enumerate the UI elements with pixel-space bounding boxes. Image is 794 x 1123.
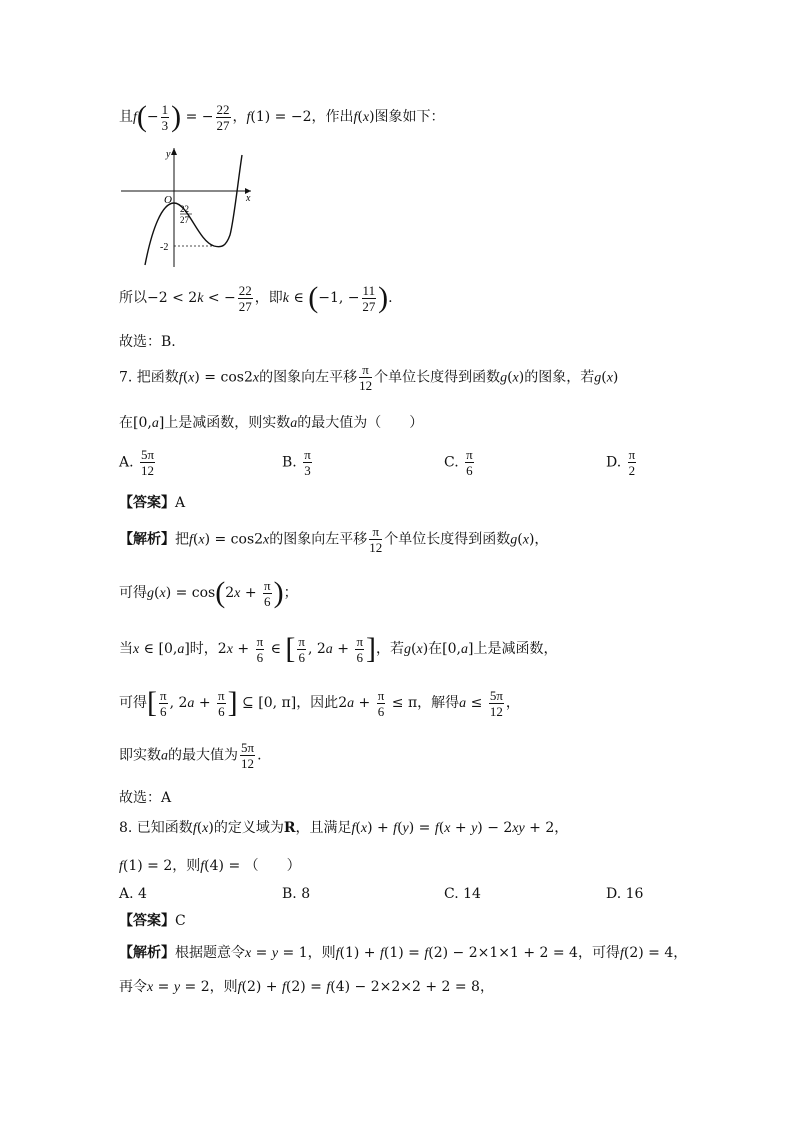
line-range-k: 所以−2 < 2k < − $\frac{22}{27}$ ，即k ∈ (−1, − $\frac{11}{27}$ ). bbox=[119, 281, 393, 314]
q8-stem: 8. 已知函数f(x)的定义域为R，且满足f(x) + f(y) = f(x + y) − 2xy + 2， bbox=[119, 820, 569, 836]
q7-solution-4: 可得[ $\frac{\pi}{6}$ , 2a + $\frac{\pi}{6}$ ] ⊆ [0, π]，因此2a + $\frac{\pi}{6}$ ≤ π，解得a ≤ $\frac{5\pi}{12}$ ， bbox=[119, 686, 520, 719]
q7-option-c[interactable]: C. $\frac{\pi}{6}$ bbox=[444, 447, 473, 478]
q7-answer: 【答案】A bbox=[119, 495, 186, 511]
line-f-values: 且f(− $\frac{1}{3}$ ) = − $\frac{22}{27}$ ，f(1) = −2，作出f(x)图象如下： bbox=[119, 100, 445, 133]
q8-solution-1: 【解析】根据题意令x = y = 1，则f(1) + f(1) = f(2) − 2×1×1 + 2 = 4，可得f(2) = 4， bbox=[119, 945, 688, 961]
q7-solution-2: 可得g(x) = cos(2x + $\frac{\pi}{6}$ )； bbox=[119, 576, 298, 609]
y-axis-label: y bbox=[166, 149, 171, 160]
line-choose-b: 故选：B. bbox=[119, 334, 176, 350]
q8-answer: 【答案】C bbox=[119, 913, 186, 929]
q8-solution-2: 再令x = y = 2，则f(2) + f(2) = f(4) − 2×2×2 + 2 = 8， bbox=[119, 979, 494, 995]
q7-solution-3: 当x ∈ [0,a]时，2x + $\frac{\pi}{6}$ ∈ [ $\frac{\pi}{6}$ , 2a + $\frac{\pi}{6}$ ]，若g(x)在[0,a]上是减函数， bbox=[119, 632, 558, 665]
q8-option-d[interactable]: D. 16 bbox=[606, 886, 644, 902]
x-axis-label: x bbox=[246, 193, 251, 204]
q7-option-b[interactable]: B. $\frac{\pi}{3}$ bbox=[282, 447, 311, 478]
origin-label: O bbox=[164, 194, 172, 206]
tick-label-22: 22 bbox=[180, 204, 189, 214]
q7-stem: 7. 把函数f(x) = cos2x的图象向左平移 $\frac{\pi}{12}$ 个单位长度得到函数g(x)的图象，若g(x) bbox=[119, 362, 619, 393]
tick-label-minus2: -2 bbox=[160, 242, 169, 253]
q8-option-b[interactable]: B. 8 bbox=[282, 886, 311, 902]
q7-option-a[interactable]: A. $\frac{5\pi}{12}$ bbox=[119, 447, 155, 478]
q8-stem-2: f(1) = 2，则f(4) = （ ） bbox=[119, 858, 301, 874]
tick-label-27: 27 bbox=[180, 215, 189, 225]
q8-option-a[interactable]: A. 4 bbox=[119, 886, 147, 902]
function-graph bbox=[118, 145, 258, 270]
q7-solution-5: 即实数a的最大值为 $\frac{5\pi}{12}$ . bbox=[119, 740, 262, 771]
q7-option-d[interactable]: D. $\frac{\pi}{2}$ bbox=[606, 447, 636, 478]
q7-stem-2: 在[0,a]上是减函数，则实数a的最大值为（ ） bbox=[119, 415, 424, 431]
q8-option-c[interactable]: C. 14 bbox=[444, 886, 481, 902]
q7-choose: 故选：A bbox=[119, 790, 172, 806]
q7-solution-1: 【解析】把f(x) = cos2x的图象向左平移 $\frac{\pi}{12}$ 个单位长度得到函数g(x)， bbox=[119, 524, 549, 555]
